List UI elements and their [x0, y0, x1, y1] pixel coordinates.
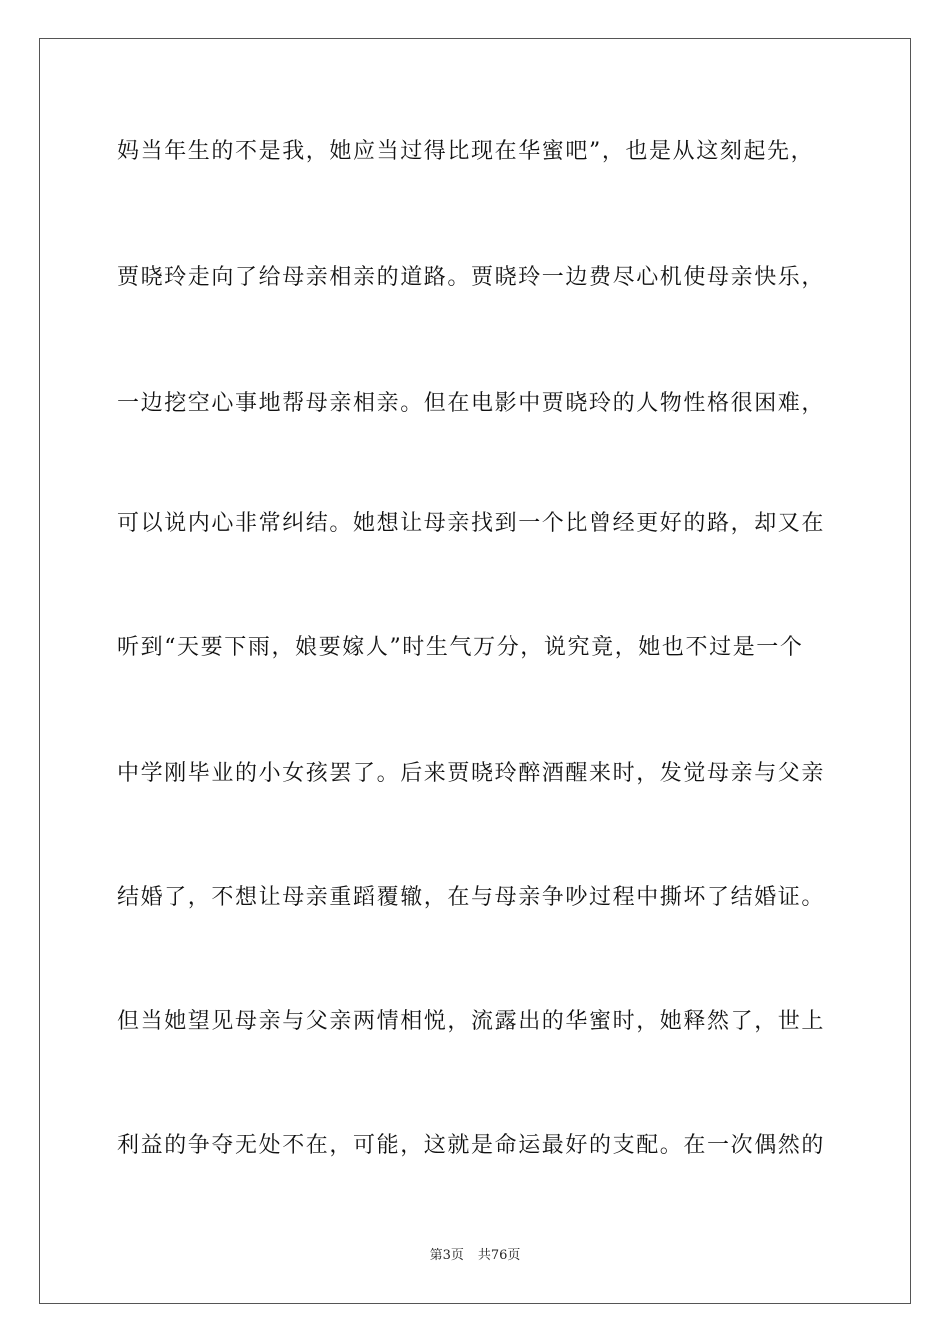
page-border: [39, 38, 911, 1304]
body-text-line: 可以说内心非常纠结。她想让母亲找到一个比曾经更好的路，却又在: [117, 511, 826, 536]
page-number: 第3页: [429, 1248, 464, 1263]
page-total: 共76页: [477, 1248, 521, 1263]
body-text-line: 但当她望见母亲与父亲两情相悦，流露出的华蜜时，她释然了，世上: [117, 1009, 826, 1034]
page-footer: [0, 1247, 950, 1265]
body-text-line: 结婚了，不想让母亲重蹈覆辙，在与母亲争吵过程中撕坏了结婚证。: [117, 885, 826, 910]
body-text-line: 一边挖空心事地帮母亲相亲。但在电影中贾晓玲的人物性格很困难，: [117, 391, 826, 416]
body-text-line: 贾晓玲走向了给母亲相亲的道路。贾晓玲一边费尽心机使母亲快乐，: [117, 265, 826, 290]
body-text-line: 听到“天要下雨，娘要嫁人”时生气万分，说究竟，她也不过是一个: [117, 635, 804, 660]
body-text-line: 利益的争夺无处不在，可能，这就是命运最好的支配。在一次偶然的: [117, 1133, 826, 1158]
body-text-line: 中学刚毕业的小女孩罢了。后来贾晓玲醉酒醒来时，发觉母亲与父亲: [117, 761, 826, 786]
body-text-line: 妈当年生的不是我，她应当过得比现在华蜜吧”，也是从这刻起先，: [117, 139, 815, 164]
